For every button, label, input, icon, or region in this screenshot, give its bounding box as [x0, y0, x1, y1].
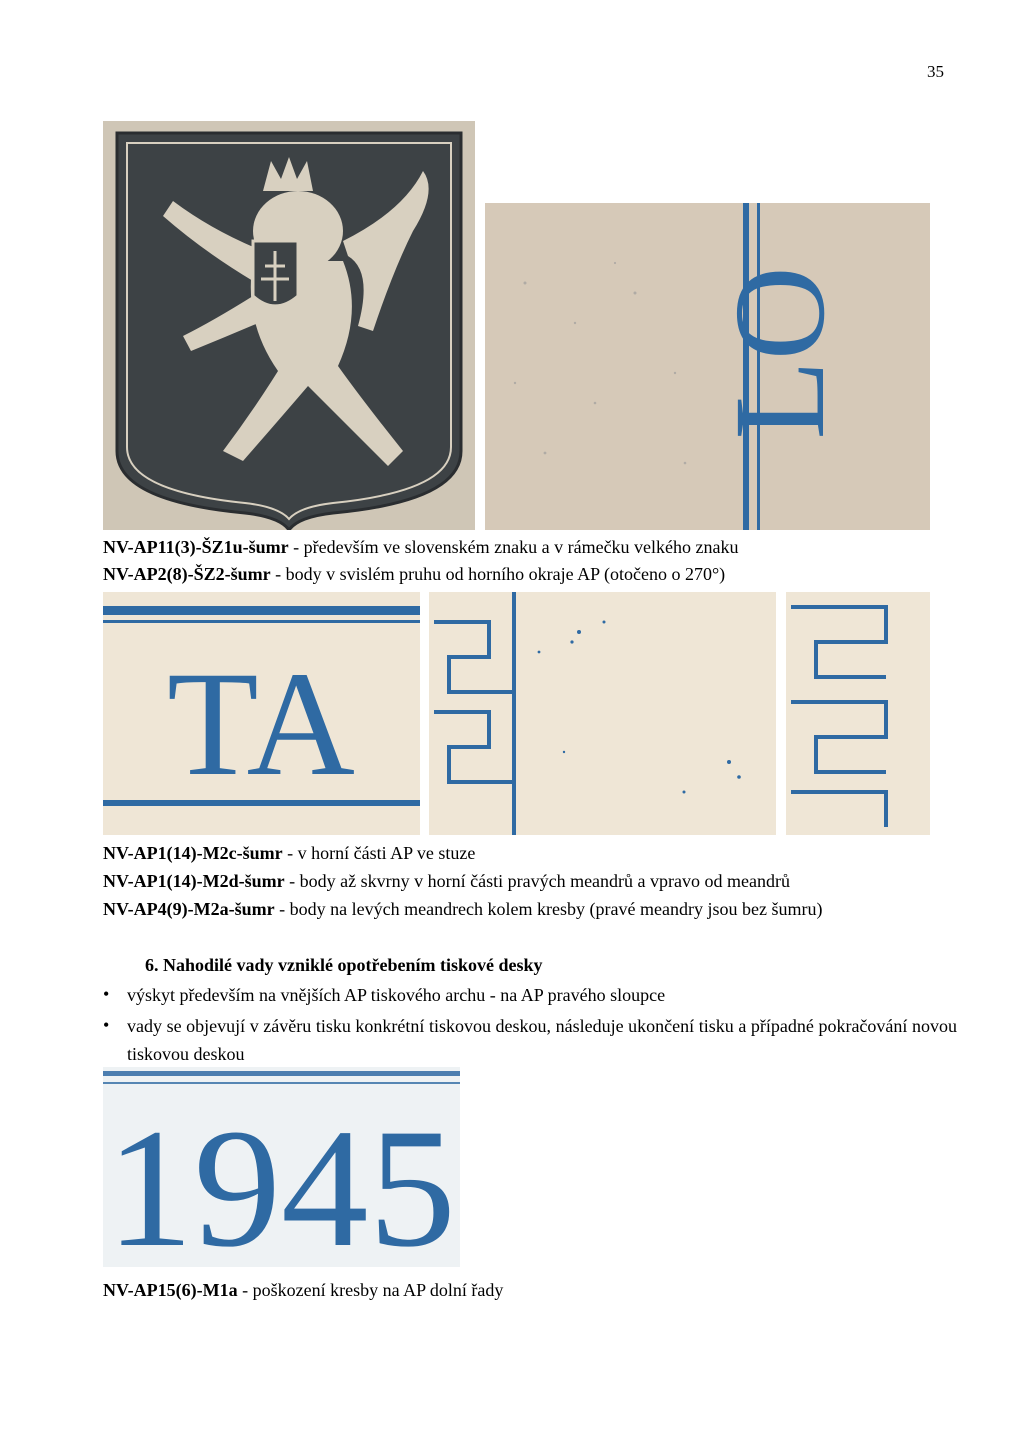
page-number: 35: [927, 62, 944, 81]
section-heading: 6. Nahodilé vady vzniklé opotřebením tiskové desky: [145, 955, 543, 975]
meander-specks-image: [429, 592, 776, 835]
ta-letters-image: [103, 592, 420, 835]
caption-3: NV-AP1(14)-M2c-šumr - v horní části AP ve stuze: [103, 843, 476, 863]
caption-6: NV-AP15(6)-M1a - poškození kresby na AP dolní řady: [103, 1280, 504, 1300]
meander-clean-image: [786, 592, 930, 835]
coat-of-arms-image: [103, 121, 475, 530]
bullet-icon: •: [103, 984, 110, 1004]
caption-4: NV-AP1(14)-M2d-šumr - body až skvrny v horní části pravých meandrů a vpravo od meandrů: [103, 871, 790, 891]
caption-5: NV-AP4(9)-M2a-šumr - body na levých meandrech kolem kresby (pravé meandry jsou bez šumru): [103, 899, 823, 919]
year-digits-image: [103, 1067, 460, 1267]
bullet-item-1: výskyt především na vnějších AP tiskového archu - na AP pravého sloupce: [127, 985, 666, 1005]
lo-letters-image: [485, 203, 930, 530]
caption-1: NV-AP11(3)-ŠZ1u-šumr - především ve slovenském znaku a v rámečku velkého znaku: [103, 537, 739, 557]
bullet-item-2: vady se objevují v závěru tisku konkrétní tiskovou deskou, následuje ukončení tisku a případné pokračování novou tiskovou deskou: [127, 1016, 957, 1064]
lo-letters: LO: [708, 266, 852, 440]
ta-letters: TA: [167, 641, 355, 807]
bullet-icon: •: [103, 1015, 110, 1035]
year-digits: 1945: [106, 1094, 456, 1267]
caption-2: NV-AP2(8)-ŠZ2-šumr - body v svislém pruhu od horního okraje AP (otočeno o 270°): [103, 564, 726, 584]
